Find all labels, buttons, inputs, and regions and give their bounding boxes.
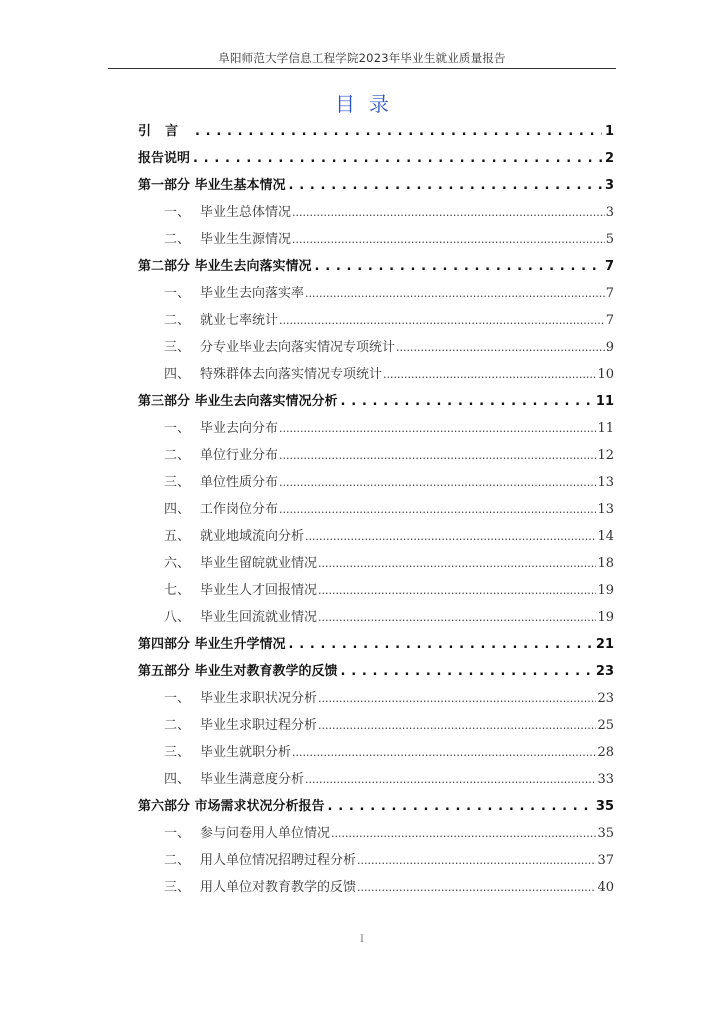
toc-entry-number: 二、 <box>164 232 191 247</box>
toc-entry-page: 18 <box>597 556 614 571</box>
toc-chapter-entry[interactable] <box>138 793 614 820</box>
toc-section-entry[interactable] <box>138 739 614 766</box>
toc-entry-page: 12 <box>597 448 614 463</box>
toc-entry-number: 一、 <box>164 286 191 301</box>
toc-dot-leader <box>318 685 596 712</box>
toc-dot-leader <box>383 361 596 388</box>
toc-entry-title: 单位性质分布 <box>200 475 279 490</box>
toc-entry-title: 毕业生留皖就业情况 <box>200 556 318 571</box>
toc-section-entry[interactable] <box>138 226 614 253</box>
toc-entry-title: 第五部分 毕业生对教育教学的反馈 <box>138 664 338 679</box>
toc-entry-page: 35 <box>597 826 614 841</box>
toc-chapter-entry[interactable] <box>138 118 614 145</box>
toc-chapter-entry[interactable] <box>138 658 614 685</box>
toc-entry-number: 四、 <box>164 502 191 517</box>
toc-section-entry[interactable] <box>138 604 614 631</box>
toc-entry-title: 毕业生求职过程分析 <box>200 718 318 733</box>
toc-dot-leader <box>331 820 596 847</box>
toc-dot-leader <box>341 658 593 685</box>
toc-entry-page: 7 <box>605 313 614 328</box>
toc-dot-leader <box>193 145 602 172</box>
toc-entry-title: 毕业生就职分析 <box>200 745 292 760</box>
toc-entry-title: 就业七率统计 <box>200 313 279 328</box>
toc-entry-title: 特殊群体去向落实情况专项统计 <box>200 367 383 382</box>
toc-section-entry[interactable] <box>138 280 614 307</box>
toc-dot-leader <box>292 199 605 226</box>
toc-entry-number: 三、 <box>164 880 191 895</box>
toc-entry-page: 9 <box>605 340 614 355</box>
toc-section-entry[interactable] <box>138 712 614 739</box>
toc-entry-title: 毕业生生源情况 <box>200 232 292 247</box>
toc-section-entry[interactable] <box>138 469 614 496</box>
toc-section-entry[interactable] <box>138 334 614 361</box>
toc-dot-leader <box>318 550 596 577</box>
toc-entry-page: 11 <box>597 421 614 436</box>
toc-entry-number: 八、 <box>164 610 191 625</box>
toc-section-entry[interactable] <box>138 685 614 712</box>
toc-title: 目录 <box>335 92 403 116</box>
toc-entry-number: 一、 <box>164 205 191 220</box>
toc-dot-leader <box>289 631 593 658</box>
toc-entry-page: 7 <box>605 286 614 301</box>
toc-entry-number: 四、 <box>164 772 191 787</box>
toc-entry-number: 一、 <box>164 421 191 436</box>
toc-dot-leader <box>328 793 593 820</box>
toc-entry-page: 19 <box>597 583 614 598</box>
toc-entry-title: 毕业生求职状况分析 <box>200 691 318 706</box>
toc-section-entry[interactable] <box>138 847 614 874</box>
toc-entry-page: 25 <box>597 718 614 733</box>
toc-entry-number: 一、 <box>164 691 191 706</box>
toc-chapter-entry[interactable] <box>138 631 614 658</box>
toc-entry-page: 1 <box>604 124 614 139</box>
toc-entry-page: 23 <box>597 691 614 706</box>
toc-entry-title: 分专业毕业去向落实情况专项统计 <box>200 340 396 355</box>
toc-entry-page: 11 <box>595 394 614 409</box>
toc-dot-leader <box>279 496 596 523</box>
toc-entry-page: 7 <box>604 259 614 274</box>
toc-entry-number: 三、 <box>164 475 191 490</box>
toc-dot-leader <box>318 577 596 604</box>
toc-dot-leader <box>279 307 605 334</box>
toc-entry-page: 13 <box>597 502 614 517</box>
toc-entry-page: 3 <box>605 205 614 220</box>
toc-entry-number: 三、 <box>164 745 191 760</box>
toc-entry-number: 二、 <box>164 448 191 463</box>
toc-entry-number: 二、 <box>164 718 191 733</box>
toc-entry-title: 第三部分 毕业生去向落实情况分析 <box>138 394 338 409</box>
toc-entry-title: 第二部分 毕业生去向落实情况 <box>138 259 312 274</box>
toc-entry-number: 七、 <box>164 583 191 598</box>
toc-entry-title: 毕业去向分布 <box>200 421 279 436</box>
toc-entry-page: 23 <box>595 664 614 679</box>
toc-entry-page: 5 <box>605 232 614 247</box>
toc-dot-leader <box>279 442 596 469</box>
toc-section-entry[interactable] <box>138 577 614 604</box>
toc-section-entry[interactable] <box>138 415 614 442</box>
toc-section-entry[interactable] <box>138 874 614 901</box>
toc-entry-page: 19 <box>597 610 614 625</box>
toc-dot-leader <box>341 388 593 415</box>
toc-dot-leader <box>305 523 596 550</box>
toc-entry-title: 第四部分 毕业生升学情况 <box>138 637 286 652</box>
toc-section-entry[interactable] <box>138 820 614 847</box>
toc-dot-leader <box>357 847 596 874</box>
toc-section-entry[interactable] <box>138 496 614 523</box>
toc-entry-title: 就业地域流向分析 <box>200 529 305 544</box>
toc-section-entry[interactable] <box>138 199 614 226</box>
toc-entry-title: 报告说明 <box>138 151 191 166</box>
toc-entry-title: 用人单位情况招聘过程分析 <box>200 853 357 868</box>
toc-entry-title: 引言 <box>138 124 193 139</box>
toc-dot-leader <box>279 415 596 442</box>
toc-dot-leader <box>279 469 596 496</box>
toc-entry-page: 13 <box>597 475 614 490</box>
toc-chapter-entry[interactable] <box>138 388 614 415</box>
toc-entry-title: 用人单位对教育教学的反馈 <box>200 880 357 895</box>
toc-dot-leader <box>292 739 596 766</box>
toc-dot-leader <box>305 280 605 307</box>
toc-entry-page: 37 <box>597 853 614 868</box>
toc-dot-leader <box>195 118 602 145</box>
toc-chapter-entry[interactable] <box>138 145 614 172</box>
toc-dot-leader <box>396 334 605 361</box>
toc-entry-title: 毕业生去向落实率 <box>200 286 305 301</box>
toc-entry-title: 毕业生人才回报情况 <box>200 583 318 598</box>
toc-entry-page: 33 <box>597 772 614 787</box>
toc-dot-leader <box>305 766 596 793</box>
toc-section-entry[interactable] <box>138 361 614 388</box>
toc-entry-number: 二、 <box>164 313 191 328</box>
toc-entry-page: 28 <box>597 745 614 760</box>
toc-section-entry[interactable] <box>138 766 614 793</box>
toc-entry-number: 三、 <box>164 340 191 355</box>
toc-dot-leader <box>292 226 605 253</box>
toc-dot-leader <box>357 874 596 901</box>
page-number: I <box>360 934 364 945</box>
toc-entry-title: 第六部分 市场需求状况分析报告 <box>138 799 325 814</box>
toc-chapter-entry[interactable] <box>138 253 614 280</box>
toc-section-entry[interactable] <box>138 550 614 577</box>
toc-entry-page: 35 <box>595 799 614 814</box>
toc-entry-page: 2 <box>604 151 614 166</box>
toc-section-entry[interactable] <box>138 523 614 550</box>
toc-dot-leader <box>315 253 602 280</box>
toc-entry-title: 参与问卷用人单位情况 <box>200 826 331 841</box>
toc-entry-title: 毕业生总体情况 <box>200 205 292 220</box>
toc-dot-leader <box>318 712 596 739</box>
toc-entry-page: 40 <box>597 880 614 895</box>
toc-chapter-entry[interactable] <box>138 172 614 199</box>
toc-entry-page: 14 <box>597 529 614 544</box>
toc-entry-title: 毕业生满意度分析 <box>200 772 305 787</box>
toc-entry-page: 10 <box>597 367 614 382</box>
toc-entry-number: 五、 <box>164 529 191 544</box>
toc-entry-number: 二、 <box>164 853 191 868</box>
table-of-contents <box>138 118 614 901</box>
toc-entry-title: 工作岗位分布 <box>200 502 279 517</box>
toc-entry-title: 单位行业分布 <box>200 448 279 463</box>
toc-dot-leader <box>318 604 596 631</box>
toc-entry-title: 第一部分 毕业生基本情况 <box>138 178 286 193</box>
toc-entry-page: 21 <box>595 637 614 652</box>
toc-section-entry[interactable] <box>138 442 614 469</box>
toc-dot-leader <box>289 172 602 199</box>
header-rule <box>108 68 616 69</box>
toc-entry-page: 3 <box>604 178 614 193</box>
toc-entry-number: 四、 <box>164 367 191 382</box>
toc-entry-number: 六、 <box>164 556 191 571</box>
running-header: 阜阳师范大学信息工程学院2023年毕业生就业质量报告 <box>218 51 506 65</box>
toc-entry-number: 一、 <box>164 826 191 841</box>
toc-section-entry[interactable] <box>138 307 614 334</box>
toc-entry-title: 毕业生回流就业情况 <box>200 610 318 625</box>
